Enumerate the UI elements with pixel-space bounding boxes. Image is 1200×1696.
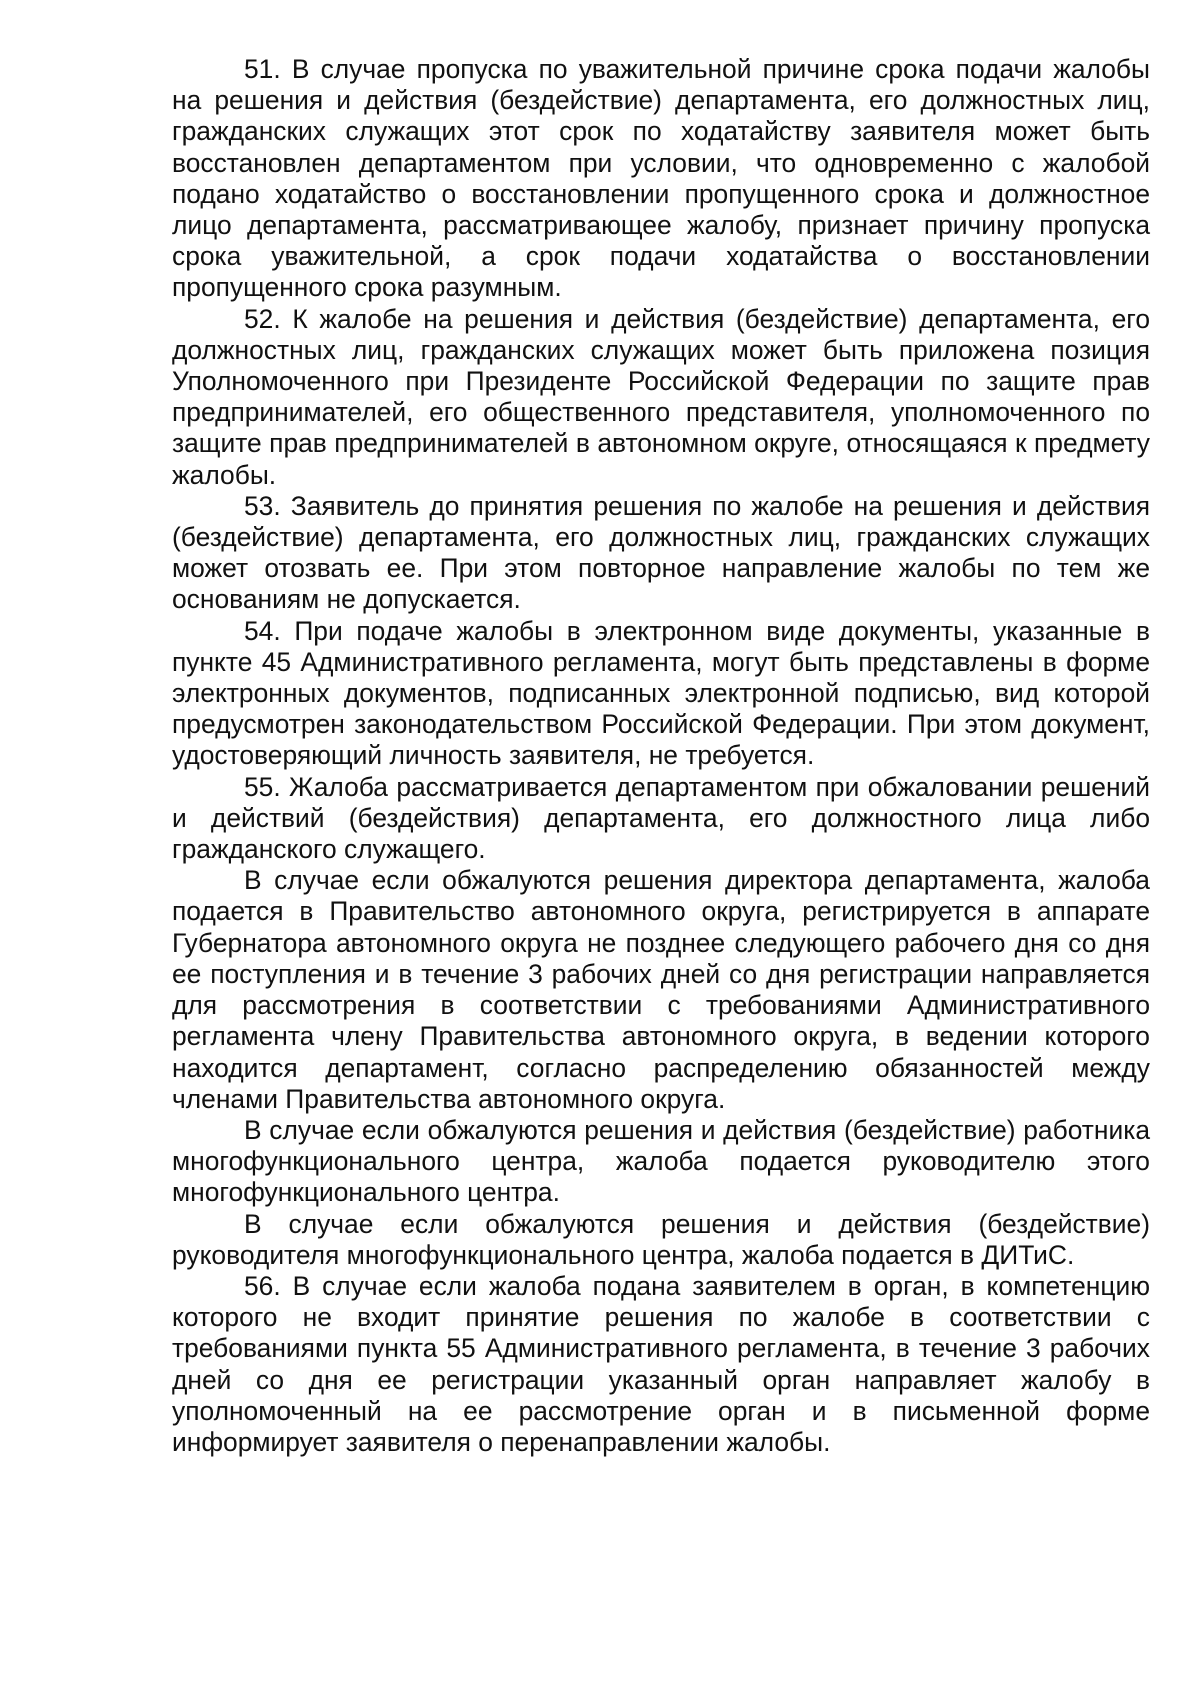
paragraph-52: 52. К жалобе на решения и действия (бездействие) департамента, его должностных лиц, гражданских служащих может быть приложена позиция Уполномоченного при Президенте Российской Федерации по защите прав предпринимателей, его общественного представителя, уполномоченного по защите прав предпринимателей в автономном округе, относящаяся к предмету жалобы. <box>172 303 1150 490</box>
paragraph-55-mfc-head: В случае если обжалуются решения и действия (бездействие) руководителя многофункционального центра, жалоба подается в ДИТиС. <box>172 1208 1150 1270</box>
paragraph-54: 54. При подаче жалобы в электронном виде документы, указанные в пункте 45 Административного регламента, могут быть представлены в форме электронных документов, подписанных электронной подписью, вид которой предусмотрен законодательством Российской Федерации. При этом документ, удостоверяющий личность заявителя, не требуется. <box>172 615 1150 771</box>
paragraph-55: 55. Жалоба рассматривается департаментом при обжаловании решений и действий (бездействия) департамента, его должностного лица либо гражданского служащего. <box>172 771 1150 865</box>
paragraph-55-director: В случае если обжалуются решения директора департамента, жалоба подается в Правительство автономного округа, регистрируется в аппарате Губернатора автономного округа не позднее следующего рабочего дня со дня ее поступления и в течение 3 рабочих дней со дня регистрации направляется для рассмотрения в соответствии с требованиями Административного регламента члену Правительства автономного округа, в ведении которого находится департамент, согласно распределению обязанностей между членами Правительства автономного округа. <box>172 865 1150 1114</box>
paragraph-51: 51. В случае пропуска по уважительной причине срока подачи жалобы на решения и действия (бездействие) департамента, его должностных лиц, гражданских служащих этот срок по ходатайству заявителя может быть восстановлен департаментом при условии, что одновременно с жалобой подано ходатайство о восстановлении пропущенного срока и должностное лицо департамента, рассматривающее жалобу, признает причину пропуска срока уважительной, а срок подачи ходатайства о восстановлении пропущенного срока разумным. <box>172 54 1150 303</box>
paragraph-55-mfc-worker: В случае если обжалуются решения и действия (бездействие) работника многофункционального центра, жалоба подается руководителю этого многофункционального центра. <box>172 1114 1150 1208</box>
document-page <box>172 54 1150 1458</box>
paragraph-53: 53. Заявитель до принятия решения по жалобе на решения и действия (бездействие) департамента, его должностных лиц, гражданских служащих может отозвать ее. При этом повторное направление жалобы по тем же основаниям не допускается. <box>172 490 1150 615</box>
paragraph-56: 56. В случае если жалоба подана заявителем в орган, в компетенцию которого не входит принятие решения по жалобе в соответствии с требованиями пункта 55 Административного регламента, в течение 3 рабочих дней со дня ее регистрации указанный орган направляет жалобу в уполномоченный на ее рассмотрение орган и в письменной форме информирует заявителя о перенаправлении жалобы. <box>172 1270 1150 1457</box>
